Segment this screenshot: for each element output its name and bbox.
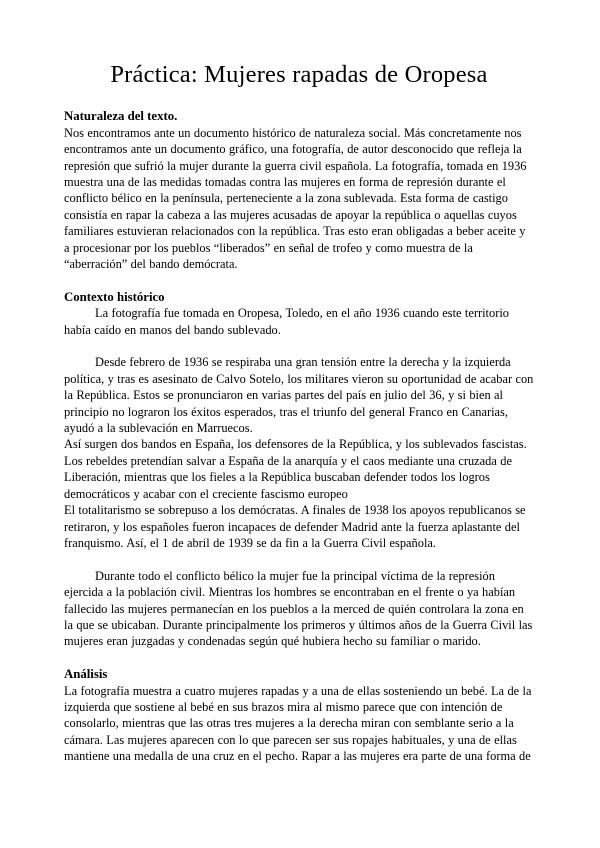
section-heading-analisis: Análisis xyxy=(64,667,108,682)
paragraph-contexto-2: Desde febrero de 1936 se respiraba una gran tensión entre la derecha y la izquierda política, y tras es asesinato de Calvo Sotelo, los militares vieron su oportunidad de acabar con la República. Estos se pronunciaron en varias partes del país en julio del 36, y si bien al principio no lograron los éxitos esperados, tras el triunfo del general Franco en Canarias, ayudó a la sublevación en Marruecos. xyxy=(64,355,534,436)
paragraph-contexto-5: Durante todo el conflicto bélico la mujer fue la principal víctima de la represión ejercida a la población civil. Mientras los hombres se encontraban en el frente o ya habían fallecido las mujeres permanecían en los pueblos a la merced de quién controlara la zona en la que se ubicaban. Durante principalmente los primeros y últimos años de la Guerra Civil las mujeres eran juzgadas y condenadas según qué hubiera hecho su familiar o marido. xyxy=(64,568,533,649)
section-analisis xyxy=(64,666,534,764)
paragraph-contexto-1: La fotografía fue tomada en Oropesa, Toledo, en el año 1936 cuando este territorio había caído en manos del bando sublevado. xyxy=(64,306,509,337)
document-title: Práctica: Mujeres rapadas de Oropesa xyxy=(110,61,488,88)
section-naturaleza-del-texto xyxy=(64,108,534,272)
section-contexto-historico xyxy=(64,289,534,650)
paragraph-contexto-4: El totalitarismo se sobrepuso a los demócratas. A finales de 1938 los apoyos republicanos se retiraron, y los españoles fueron incapaces de defender Madrid ante la fuerza aplastante del franquismo. Así, el 1 de abril de 1939 se da fin a la Guerra Civil española. xyxy=(64,503,526,550)
paragraph-contexto-3: Así surgen dos bandos en España, los defensores de la República, y los sublevados fascistas. Los rebeldes pretendían salvar a España de la anarquía y el caos mediante una cruzada de Liberación, mientras que los fieles a la República buscaban defender todos los logros democráticos y acabar con el creciente fascismo europeo xyxy=(64,437,527,501)
paragraph-analisis-1: La fotografía muestra a cuatro mujeres rapadas y a una de ellas sosteniendo un bebé. La de la izquierda que sostiene al bebé en sus brazos mira al mismo parece que con intención de consolarlo, mientras que las otras tres mujeres a la derecha miran con semblante serio a la cámara. Las mujeres aparecen con lo que parecen ser sus ropajes habituales, y una de ellas mantiene una medalla de una cruz en el pecho. Rapar a las mujeres era parte de una forma de xyxy=(64,683,532,764)
section-heading-contexto: Contexto histórico xyxy=(64,289,165,304)
paragraph-naturaleza-1: Nos encontramos ante un documento histórico de naturaleza social. Más concretamente nos encontramos ante un documento gráfico, una fotografía, de autor desconocido que refleja la represión que sufrió la mujer durante la guerra civil española. La fotografía, tomada en 1936 muestra una de las medidas tomadas contra las mujeres en forma de represión durante el conflicto bélico en la península, perteneciente a la zona sublevada. Esta forma de castigo consistía en rapar la cabeza a las mujeres acusadas de apoyar la república o aquellas cuyos familiares estuvieran relacionados con la república. Tras esto eran obligadas a beber aceite y a procesionar por los pueblos “liberados” en señal de trofeo y como muestra de la “aberración” del bando demócrata. xyxy=(64,125,527,272)
section-heading-naturaleza: Naturaleza del texto. xyxy=(64,109,178,124)
